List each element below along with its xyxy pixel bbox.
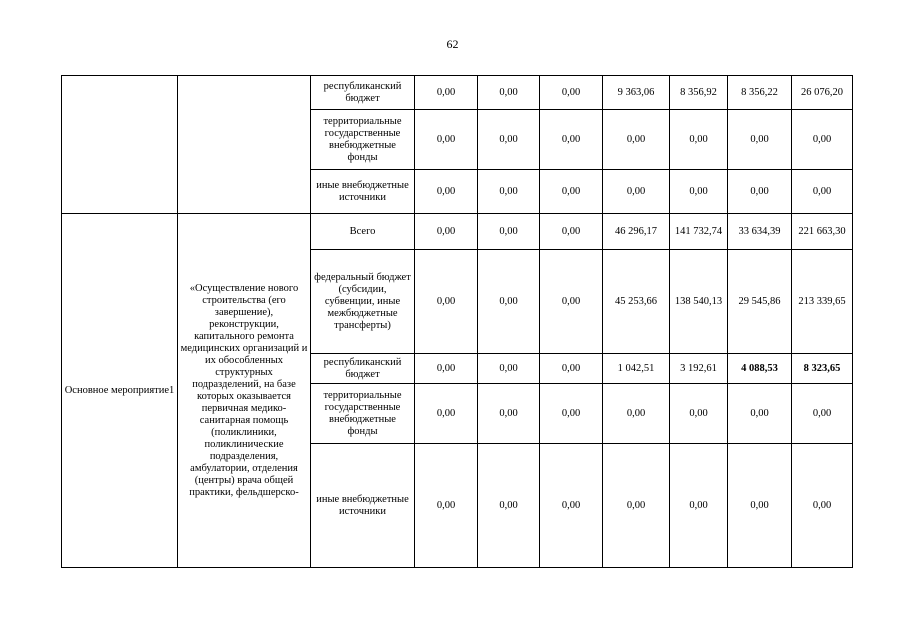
table-row — [62, 76, 853, 110]
value-cell: 0,00 — [415, 354, 478, 384]
source-cell: территориальные государственные внебюджетные фонды — [311, 384, 415, 444]
source-cell: иные внебюджетные источники — [311, 444, 415, 568]
value-cell: 4 088,53 — [728, 354, 792, 384]
value-cell: 0,00 — [792, 384, 853, 444]
value-cell: 0,00 — [540, 444, 603, 568]
value-cell: 0,00 — [478, 444, 540, 568]
value-cell: 0,00 — [415, 444, 478, 568]
value-cell: 0,00 — [603, 444, 670, 568]
empty-description-cell — [178, 76, 311, 214]
table-row — [62, 214, 853, 250]
value-cell: 213 339,65 — [792, 250, 853, 354]
value-cell: 8 356,22 — [728, 76, 792, 110]
value-cell: 0,00 — [415, 76, 478, 110]
value-cell: 0,00 — [540, 214, 603, 250]
source-cell: иные внебюджетные источники — [311, 170, 415, 214]
budget-table — [61, 75, 853, 568]
value-cell: 1 042,51 — [603, 354, 670, 384]
value-cell: 46 296,17 — [603, 214, 670, 250]
value-cell: 0,00 — [478, 384, 540, 444]
value-cell: 0,00 — [415, 110, 478, 170]
source-cell: республиканский бюджет — [311, 354, 415, 384]
value-cell: 3 192,61 — [670, 354, 728, 384]
value-cell: 0,00 — [728, 110, 792, 170]
value-cell: 0,00 — [728, 170, 792, 214]
value-cell: 8 356,92 — [670, 76, 728, 110]
value-cell: 0,00 — [728, 384, 792, 444]
value-cell: 0,00 — [540, 354, 603, 384]
value-cell: 0,00 — [478, 76, 540, 110]
value-cell: 0,00 — [603, 384, 670, 444]
value-cell: 0,00 — [478, 250, 540, 354]
value-cell: 45 253,66 — [603, 250, 670, 354]
value-cell: 0,00 — [415, 250, 478, 354]
value-cell: 29 545,86 — [728, 250, 792, 354]
value-cell: 0,00 — [478, 110, 540, 170]
value-cell: 0,00 — [478, 214, 540, 250]
source-cell: республиканский бюджет — [311, 76, 415, 110]
value-cell: 0,00 — [540, 170, 603, 214]
value-cell: 0,00 — [540, 110, 603, 170]
value-cell: 0,00 — [415, 384, 478, 444]
value-cell: 0,00 — [415, 214, 478, 250]
value-cell: 33 634,39 — [728, 214, 792, 250]
source-cell: федеральный бюджет (субсидии, субвенции, иные межбюджетные трансферты) — [311, 250, 415, 354]
source-cell: территориальные государственные внебюджетные фонды — [311, 110, 415, 170]
value-cell: 0,00 — [603, 110, 670, 170]
value-cell: 0,00 — [603, 170, 670, 214]
value-cell: 0,00 — [670, 110, 728, 170]
value-cell: 221 663,30 — [792, 214, 853, 250]
page-number: 62 — [446, 37, 459, 51]
value-cell: 26 076,20 — [792, 76, 853, 110]
value-cell: 9 363,06 — [603, 76, 670, 110]
empty-label-cell — [62, 76, 178, 214]
event-label-cell: Основное мероприятие1 — [62, 214, 178, 568]
event-description-cell: «Осуществление нового строительства (его завершение), реконструкции, капитального ремонта медицинских организаций и их обособленных структурных подразделений, на базе которых оказывается первичная медико-санитарная помощь (поликлиники, поликлинические подразделения, амбулатории, отделения (центры) врача общей практики, фельдшерско- — [178, 214, 311, 568]
value-cell: 138 540,13 — [670, 250, 728, 354]
value-cell: 0,00 — [670, 384, 728, 444]
value-cell: 0,00 — [540, 250, 603, 354]
value-cell: 0,00 — [670, 170, 728, 214]
value-cell: 0,00 — [728, 444, 792, 568]
value-cell: 0,00 — [792, 170, 853, 214]
value-cell: 0,00 — [478, 354, 540, 384]
value-cell: 0,00 — [540, 76, 603, 110]
value-cell: 0,00 — [478, 170, 540, 214]
value-cell: 0,00 — [670, 444, 728, 568]
value-cell: 0,00 — [540, 384, 603, 444]
value-cell: 0,00 — [792, 110, 853, 170]
value-cell: 8 323,65 — [792, 354, 853, 384]
value-cell: 0,00 — [415, 170, 478, 214]
source-cell: Всего — [311, 214, 415, 250]
value-cell: 0,00 — [792, 444, 853, 568]
value-cell: 141 732,74 — [670, 214, 728, 250]
